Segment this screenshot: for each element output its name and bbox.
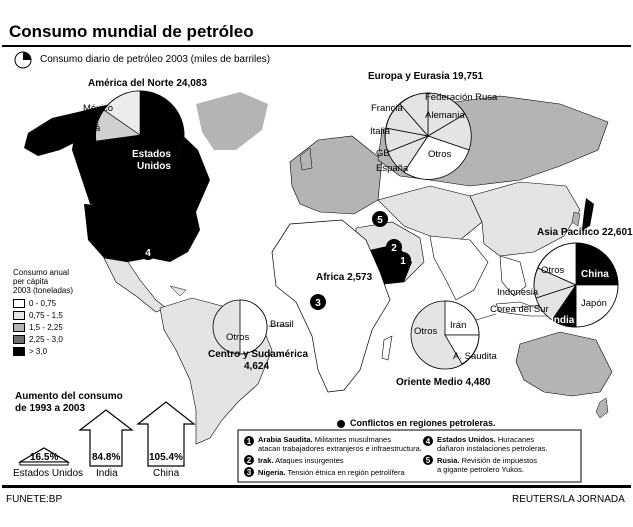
legend-item <box>13 345 63 357</box>
increase-country-india: India <box>96 468 118 479</box>
label-unidos: Unidos <box>137 161 171 172</box>
svg-text:3: 3 <box>315 298 321 309</box>
conflict-text: Revisión de impuestos <box>459 456 538 465</box>
source-label: FUNETE:BP <box>6 494 63 505</box>
africa-title: Africa 2,573 <box>316 272 373 283</box>
conflict-item-2 <box>258 456 344 465</box>
label-india: India <box>551 315 575 326</box>
legend <box>13 297 63 357</box>
credit-label: REUTERS/LA JORNADA <box>512 494 625 505</box>
label-otros-europa: Otros <box>428 149 452 160</box>
caribbean-shape <box>170 286 186 296</box>
svg-text:1: 1 <box>400 256 406 267</box>
legend-swatch <box>13 299 25 308</box>
increase-title: Aumento del consumo <box>15 391 123 402</box>
greenland-shape <box>196 92 268 150</box>
label-canada: Canadá <box>67 123 101 134</box>
legend-swatch <box>13 323 25 332</box>
mexico-shape <box>104 258 166 312</box>
legend-swatch <box>13 311 25 320</box>
svg-text:1: 1 <box>246 437 252 446</box>
svg-text:4: 4 <box>425 437 431 446</box>
south-asia-shape <box>430 236 488 300</box>
conflict-text: Huracanes <box>495 435 535 444</box>
svg-text:3: 3 <box>246 468 252 477</box>
label-federacion-rusa: Federación Rusa <box>425 92 498 103</box>
japan-shape <box>582 198 594 230</box>
legend-item <box>13 297 63 309</box>
svg-text:5: 5 <box>377 215 383 226</box>
asia-pacific-title: Asia Pacífico 22,601 <box>537 227 633 238</box>
label-espana: España <box>376 163 409 174</box>
madagascar-shape <box>382 336 392 360</box>
conflict-country: Nigeria. <box>258 468 286 477</box>
legend-label: 0,75 - 1,5 <box>29 310 63 320</box>
legend-swatch <box>13 335 25 344</box>
legend-label: > 3,0 <box>29 346 48 356</box>
middle-east-title: Oriente Medio 4,480 <box>396 377 491 388</box>
conflict-country: Estados Unidos. <box>437 435 496 444</box>
increase-country-usa: Estados Unidos <box>13 468 84 479</box>
increase-value-india: 84.8% <box>92 452 121 463</box>
top-rule <box>2 45 631 47</box>
pie-south-america <box>213 300 267 354</box>
label-china: China <box>581 269 609 280</box>
north-america-title: América del Norte 24,083 <box>88 78 207 89</box>
svg-text:4: 4 <box>145 248 151 259</box>
bottom-rule <box>2 485 631 488</box>
legend-item <box>13 321 63 333</box>
increase-value-china: 105.4% <box>149 452 183 463</box>
legend-title-line: Consumo anual <box>13 268 70 277</box>
europe-shape <box>290 136 382 214</box>
label-japon: Japón <box>581 298 607 309</box>
label-francia: Francia <box>371 103 403 114</box>
label-corea-del-sur: Corea del Sur <box>490 304 549 315</box>
south-america-title: Centro y Sudamérica <box>208 349 309 360</box>
label-estados: Estados <box>132 149 171 160</box>
conflict-item-5 <box>437 456 537 474</box>
legend-title <box>13 268 73 295</box>
label-brasil: Brasil <box>270 319 294 330</box>
conflict-text: dañaron instalaciones petroleras. <box>437 444 548 453</box>
conflict-item-1 <box>258 435 422 453</box>
label-arabia-saudita: A. Saudita <box>453 351 497 362</box>
label-otros-asia: Otros <box>541 265 565 276</box>
label-otros-oriente: Otros <box>414 326 438 337</box>
conflict-text: Ataques insurgentes <box>273 456 344 465</box>
conflict-item-4 <box>437 435 548 453</box>
legend-title-line: per cápita <box>13 277 49 286</box>
conflicts-header: Conflictos en regiones petroleras. <box>350 418 496 428</box>
svg-text:5: 5 <box>425 456 431 465</box>
page-title: Consumo mundial de petróleo <box>9 22 254 41</box>
legend-item <box>13 309 63 321</box>
uk-shape <box>300 148 312 170</box>
label-italia: Italia <box>370 126 391 137</box>
increase-value-usa: 16.5% <box>30 452 59 463</box>
subtitle: Consumo diario de petróleo 2003 (miles de barriles) <box>40 54 271 65</box>
new-zealand-shape <box>596 398 608 418</box>
svg-text:2: 2 <box>391 243 397 254</box>
conflict-country: Irak. <box>258 456 274 465</box>
label-gb: GB <box>376 148 390 159</box>
increase-subtitle: de 1993 a 2003 <box>15 403 86 414</box>
label-otros-sudamerica: Otros <box>226 332 250 343</box>
legend-item <box>13 333 63 345</box>
conflict-text: atacan trabajadores extranjeros e infraestructura. <box>258 444 422 453</box>
australia-shape <box>516 332 612 396</box>
pie-chart-icon <box>15 52 31 68</box>
label-mexico: México <box>83 103 114 114</box>
conflict-text: Tensión étnica en región petrolífera <box>285 468 405 477</box>
increase-country-china: China <box>153 468 180 479</box>
label-indonesia: Indonesia <box>497 287 539 298</box>
legend-swatch <box>13 347 25 356</box>
conflict-country: Arabia Saudita. <box>258 435 313 444</box>
south-america-value: 4,624 <box>244 361 270 372</box>
label-alemania: Alemania <box>425 110 465 121</box>
conflict-text: Militantes musulmanes <box>312 435 391 444</box>
legend-label: 2,25 - 3,0 <box>29 334 63 344</box>
label-iran: Irán <box>450 320 467 331</box>
conflict-text: a gigante petrolero Yukos. <box>437 465 525 474</box>
europe-title: Europa y Eurasia 19,751 <box>368 71 484 82</box>
legend-label: 1,5 - 2,25 <box>29 322 63 332</box>
legend-label: 0 - 0,75 <box>29 298 57 308</box>
conflict-item-3 <box>258 468 405 477</box>
svg-text:2: 2 <box>246 456 252 465</box>
conflict-bullet-icon <box>337 420 345 428</box>
conflict-country: Rusia. <box>437 456 460 465</box>
legend-title-line: 2003 (toneladas) <box>13 286 74 295</box>
